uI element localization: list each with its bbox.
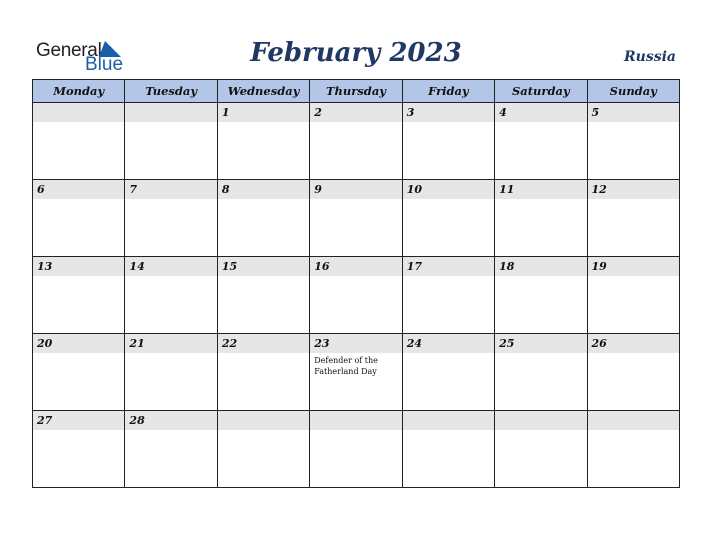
day-cell[interactable]: [495, 180, 587, 257]
day-cell[interactable]: [587, 103, 679, 180]
day-number: 8: [218, 180, 309, 199]
day-cell[interactable]: [587, 411, 679, 488]
day-cell[interactable]: [217, 257, 309, 334]
day-number: 4: [495, 103, 586, 122]
day-number: 10: [403, 180, 494, 199]
week-row: [33, 334, 680, 411]
day-cell[interactable]: [217, 180, 309, 257]
day-number: 2: [310, 103, 401, 122]
day-cell[interactable]: [125, 180, 217, 257]
day-cell[interactable]: [310, 257, 402, 334]
day-number: 5: [588, 103, 679, 122]
day-number: 25: [495, 334, 586, 353]
day-number: [125, 103, 216, 122]
day-number: [33, 103, 124, 122]
day-cell[interactable]: [495, 257, 587, 334]
day-number: [218, 411, 309, 430]
day-cell[interactable]: [402, 334, 494, 411]
day-cell[interactable]: [402, 180, 494, 257]
weekday-sunday: Sunday: [587, 80, 679, 103]
day-number: 15: [218, 257, 309, 276]
day-number: 12: [588, 180, 679, 199]
weekday-monday: Monday: [33, 80, 125, 103]
weekday-thursday: Thursday: [310, 80, 402, 103]
day-cell[interactable]: [125, 257, 217, 334]
day-cell[interactable]: [402, 257, 494, 334]
logo-text-general: General: [36, 40, 102, 61]
week-row: [33, 411, 680, 488]
day-number: 16: [310, 257, 401, 276]
day-cell[interactable]: [587, 180, 679, 257]
day-number: 23: [310, 334, 401, 353]
day-cell[interactable]: [125, 411, 217, 488]
day-cell[interactable]: [402, 103, 494, 180]
day-cell[interactable]: [310, 103, 402, 180]
calendar-body: [33, 103, 680, 488]
week-row: [33, 180, 680, 257]
day-cell[interactable]: [125, 103, 217, 180]
weekday-header-row: [33, 80, 680, 103]
day-number: 28: [125, 411, 216, 430]
day-cell[interactable]: [402, 411, 494, 488]
weekday-tuesday: Tuesday: [125, 80, 217, 103]
day-cell[interactable]: [310, 334, 402, 411]
weekday-wednesday: Wednesday: [217, 80, 309, 103]
day-number: 24: [403, 334, 494, 353]
day-cell[interactable]: [495, 103, 587, 180]
day-cell[interactable]: [217, 334, 309, 411]
day-cell[interactable]: [587, 334, 679, 411]
day-cell[interactable]: [217, 411, 309, 488]
day-number: 1: [218, 103, 309, 122]
day-cell[interactable]: [495, 411, 587, 488]
day-number: 17: [403, 257, 494, 276]
weekday-saturday: Saturday: [495, 80, 587, 103]
day-number: 13: [33, 257, 124, 276]
day-number: 9: [310, 180, 401, 199]
day-number: 20: [33, 334, 124, 353]
day-number: 11: [495, 180, 586, 199]
day-number: 3: [403, 103, 494, 122]
day-number: 21: [125, 334, 216, 353]
country-label: Russia: [624, 49, 676, 65]
day-cell[interactable]: [33, 334, 125, 411]
holiday-label: Defender of the Fatherland Day: [314, 356, 378, 376]
day-number: [495, 411, 586, 430]
day-cell[interactable]: [33, 257, 125, 334]
day-number: [403, 411, 494, 430]
day-number: 18: [495, 257, 586, 276]
day-number: [588, 411, 679, 430]
day-number: 7: [125, 180, 216, 199]
calendar-grid: [32, 79, 680, 488]
day-cell[interactable]: [33, 411, 125, 488]
day-cell[interactable]: [33, 180, 125, 257]
week-row: [33, 257, 680, 334]
day-number: 22: [218, 334, 309, 353]
day-number: 6: [33, 180, 124, 199]
day-cell[interactable]: [310, 180, 402, 257]
day-cell[interactable]: [217, 103, 309, 180]
day-cell[interactable]: [587, 257, 679, 334]
week-row: [33, 103, 680, 180]
day-cell[interactable]: [310, 411, 402, 488]
day-number: 19: [588, 257, 679, 276]
day-cell[interactable]: [495, 334, 587, 411]
weekday-friday: Friday: [402, 80, 494, 103]
day-number: 27: [33, 411, 124, 430]
day-cell[interactable]: [33, 103, 125, 180]
day-number: 14: [125, 257, 216, 276]
logo-text-blue: Blue: [85, 54, 124, 75]
calendar-title: February 2023: [250, 38, 462, 68]
day-number: [310, 411, 401, 430]
day-cell[interactable]: [125, 334, 217, 411]
day-number: 26: [588, 334, 679, 353]
